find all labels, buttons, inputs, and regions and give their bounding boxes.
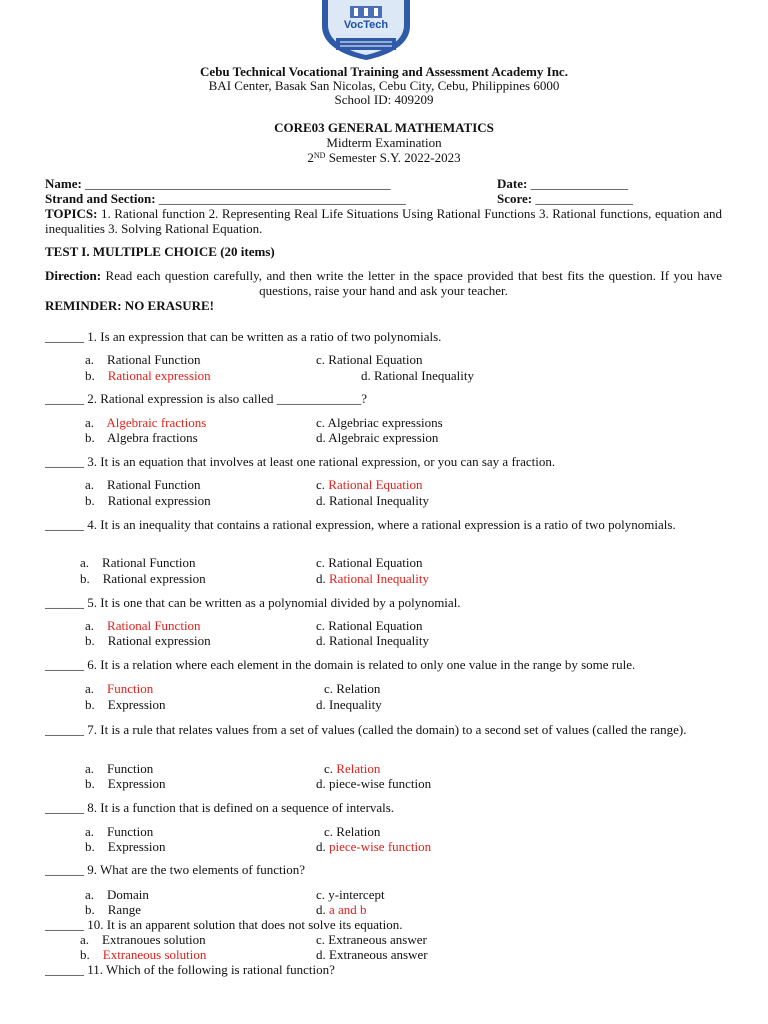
semester-line [0, 151, 768, 165]
date-row [497, 176, 628, 191]
date-field[interactable]: _______________ [530, 176, 629, 191]
topics [45, 206, 722, 236]
question-9-option-a: a. Domain [85, 887, 149, 902]
option-letter: d. [316, 839, 329, 854]
question-10-stem: ______ 10. It is an apparent solution that does not solve its equation. [45, 917, 403, 932]
answer-key-text: piece-wise function [329, 839, 432, 854]
question-3-option-c [316, 477, 423, 492]
question-7-option-a: a. Function [85, 761, 154, 776]
option-letter: b. [85, 368, 108, 383]
question-2-option-b: b. Algebra fractions [85, 430, 198, 445]
question-7-stem: ______ 7. It is a rule that relates values from a set of values (called the domain) to a second set of values (called the range). [45, 722, 687, 737]
question-3-stem: ______ 3. It is an equation that involves at least one rational expression, or you can say a fraction. [45, 454, 556, 469]
question-3-option-d: d. Rational Inequality [316, 493, 430, 508]
question-8-option-d [316, 839, 431, 854]
question-8-stem: ______ 8. It is a function that is defined on a sequence of intervals. [45, 800, 395, 815]
question-5-option-b: b. Rational expression [85, 633, 211, 648]
question-6-stem: ______ 6. It is a relation where each element in the domain is related to only one value in the range by some rule. [45, 657, 636, 672]
question-10-option-a: a. Extranoues solution [80, 932, 206, 947]
school-logo [314, 0, 418, 60]
score-field[interactable]: _______________ [535, 191, 633, 206]
question-10-option-b [80, 947, 206, 962]
question-2-stem: ______ 2. Rational expression is also called _____________? [45, 391, 368, 406]
answer-key-text: a and b [329, 902, 367, 917]
name-label: Name: [45, 176, 82, 191]
reminder: REMINDER: NO ERASURE! [45, 298, 215, 313]
logo-text: VocTech [343, 19, 389, 31]
strand-row [45, 191, 406, 206]
question-4-option-c: c. Rational Equation [316, 555, 423, 570]
question-5-option-c: c. Rational Equation [316, 618, 423, 633]
answer-key-text: Rational Inequality [329, 571, 430, 586]
question-1-option-b [85, 368, 211, 383]
option-letter: a. [85, 681, 108, 696]
option-letter: a. [85, 415, 107, 430]
question-2-option-c: c. Algebriac expressions [316, 415, 443, 430]
question-1-option-d: d. Rational Inequality [361, 368, 475, 383]
institution-address: BAI Center, Basak San Nicolas, Cebu City, Cebu, Philippines 6000 [208, 78, 560, 93]
answer-key-text: Rational expression [107, 368, 211, 383]
semester-suffix: ND [313, 151, 326, 160]
course-title: CORE03 GENERAL MATHEMATICS [274, 120, 494, 135]
question-6-option-c: c. Relation [324, 681, 381, 696]
strand-field[interactable]: ______________________________________ [158, 191, 406, 206]
question-7-option-d: d. piece-wise function [316, 776, 432, 791]
institution-name: Cebu Technical Vocational Training and Assessment Academy Inc. [200, 64, 568, 79]
question-4-option-b: b. Rational expression [80, 571, 206, 586]
option-letter: c. [316, 477, 329, 492]
question-6-option-d: d. Inequality [316, 697, 382, 712]
question-6-option-a [85, 681, 153, 696]
question-8-option-a: a. Function [85, 824, 154, 839]
question-5-option-a [85, 618, 201, 633]
question-9-option-c: c. y-intercept [316, 887, 385, 902]
question-9-stem: ______ 9. What are the two elements of function? [45, 862, 306, 877]
exam-title: Midterm Examination [326, 135, 442, 150]
score-row [497, 191, 633, 206]
answer-key-text: Extraneous solution [102, 947, 207, 962]
question-4-option-a: a. Rational Function [80, 555, 196, 570]
question-10-option-c: c. Extraneous answer [316, 932, 427, 947]
question-5-option-d: d. Rational Inequality [316, 633, 430, 648]
question-2-option-d: d. Algebraic expression [316, 430, 439, 445]
option-letter: d. [316, 571, 329, 586]
question-9-option-b: b. Range [85, 902, 141, 917]
semester-text: Semester S.Y. 2022-2023 [325, 150, 461, 165]
question-1-option-a: a. Rational Function [85, 352, 201, 367]
date-label: Date: [497, 176, 528, 191]
question-9-option-d [316, 902, 367, 917]
strand-label: Strand and Section: [45, 191, 156, 206]
question-1-stem: ______ 1. Is an expression that can be written as a ratio of two polynomials. [45, 329, 442, 344]
question-10-option-d: d. Extraneous answer [316, 947, 428, 962]
question-8-option-b: b. Expression [85, 839, 166, 854]
answer-key-text: Function [107, 681, 154, 696]
answer-key-text: Algebraic fractions [106, 415, 207, 430]
question-3-option-b: b. Rational expression [85, 493, 211, 508]
semester-number: 2 [307, 150, 314, 165]
question-3-option-a: a. Rational Function [85, 477, 201, 492]
school-id: School ID: 409209 [334, 92, 434, 107]
option-letter: a. [85, 618, 108, 633]
topics-text: 1. Rational function 2. Representing Real Life Situations Using Rational Functions 3. Rational functions, equation and inequalities 3. Solving Rational Equation. [45, 206, 722, 236]
question-11-stem: ______ 11. Which of the following is rational function? [45, 962, 335, 977]
option-letter: d. [316, 902, 329, 917]
direction-text: Read each question carefully, and then write the letter in the space provided that best fits the question. If you have questions, raise your hand and ask your teacher. [101, 268, 722, 298]
answer-key-text: Rational Function [107, 618, 201, 633]
question-7-option-b: b. Expression [85, 776, 166, 791]
question-4-stem: ______ 4. It is an inequality that contains a rational expression, where a rational expression is a ratio of two polynomials. [45, 517, 676, 532]
question-1-option-c: c. Rational Equation [316, 352, 423, 367]
direction [45, 268, 722, 298]
score-label: Score: [497, 191, 533, 206]
direction-label: Direction: [45, 268, 102, 283]
topics-label: TOPICS: [45, 206, 98, 221]
answer-key-text: Relation [336, 761, 381, 776]
option-letter: c. [324, 761, 337, 776]
name-field[interactable]: _______________________________________________ [85, 176, 391, 191]
question-4-option-d [316, 571, 429, 586]
question-8-option-c: c. Relation [324, 824, 381, 839]
question-7-option-c [324, 761, 380, 776]
question-2-option-a [85, 415, 206, 430]
option-letter: b. [80, 947, 103, 962]
question-5-stem: ______ 5. It is one that can be written as a polynomial divided by a polynomial. [45, 595, 461, 610]
name-row [45, 176, 391, 191]
test-heading: TEST I. MULTIPLE CHOICE (20 items) [45, 244, 275, 259]
answer-key-text: Rational Equation [328, 477, 423, 492]
question-6-option-b: b. Expression [85, 697, 166, 712]
